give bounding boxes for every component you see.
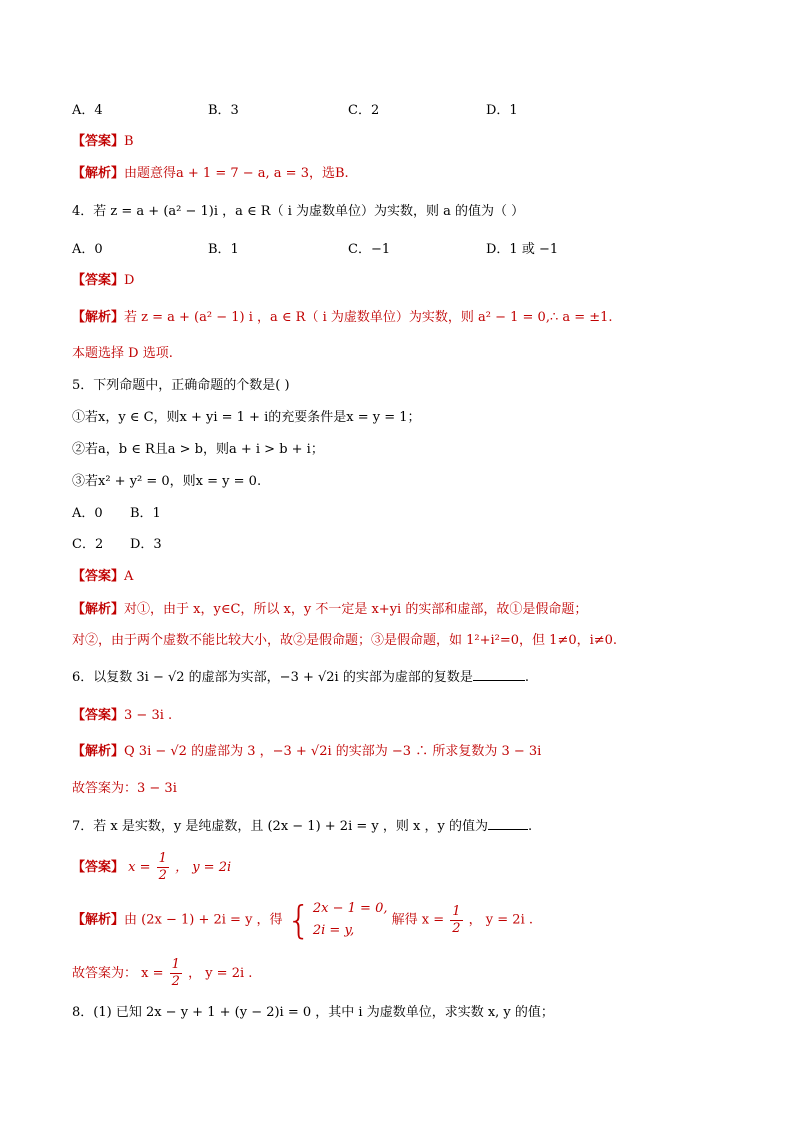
q3-option-a: A．4: [72, 103, 103, 118]
analysis-text: 由题意得a + 1 = 7 − a, a = 3，选B.: [124, 166, 349, 181]
q6-stem-text: 6．以复数 3i − √2 的虚部为实部，−3 + √2i 的实部为虚部的复数是: [72, 670, 473, 685]
fraction-numerator: 1: [452, 903, 461, 919]
q7-conclusion: [72, 956, 252, 992]
q3-option-d: D．1: [486, 103, 518, 118]
q8-stem: 8．(1) 已知 2x − y + 1 + (y − 2)i = 0 ，其中 i 为虚数单位，求实数 x, y 的值；: [72, 1005, 554, 1020]
fraction-denominator: 2: [452, 920, 461, 936]
answer-value: 3 − 3i .: [124, 708, 173, 723]
fraction-denominator: 2: [171, 974, 180, 989]
q4-answer: [72, 271, 134, 291]
answer-blank: [473, 668, 525, 681]
q4-option-c: C．−1: [348, 242, 391, 257]
system-lines: [313, 898, 388, 942]
answer-tag: 【答案】: [72, 708, 125, 723]
q5-option-c: C．2: [72, 537, 104, 552]
equation-system: [287, 898, 388, 942]
fraction: [157, 851, 169, 884]
fraction-denominator: 2: [158, 868, 167, 883]
q5-answer: [72, 567, 133, 587]
fraction: [170, 957, 182, 990]
analysis-post: ， y = 2i .: [468, 912, 533, 928]
q5-analysis-2: 对②，由于两个虚数不能比较大小，故②是假命题；③是假命题，如 1²+i²=0，但 1≠0，i≠0.: [72, 633, 618, 648]
analysis-text: Q 3i − √2 的虚部为 3 ，−3 + √2i 的实部为 −3 ∴ 所求复数为 3 − 3i: [124, 744, 542, 759]
answer-value: D: [124, 273, 135, 288]
q7-analysis: [72, 898, 533, 943]
q6-stem-end: .: [524, 670, 529, 685]
q3-option-b: B．3: [208, 103, 239, 118]
q4-option-d: D．1 或 −1: [486, 242, 559, 257]
left-brace-icon: {: [286, 898, 311, 942]
q6-analysis: [72, 742, 541, 762]
q4-analysis: [72, 308, 613, 328]
fraction-numerator: 1: [171, 957, 180, 972]
answer-value: A: [124, 569, 134, 584]
q7-stem-end: .: [527, 819, 533, 834]
fraction-numerator: 1: [158, 851, 167, 866]
q5-option-a: A．0: [72, 506, 103, 521]
answer-tag: 【答案】: [72, 134, 125, 149]
q4-option-b: B．1: [208, 242, 239, 257]
q5-item-1: ①若x，y ∈ C，则x + yi = 1 + i的充要条件是x = y = 1；: [72, 410, 421, 425]
q7-answer: [72, 850, 231, 886]
q5-option-d: D．3: [130, 537, 162, 552]
answer-y: ， y = 2i: [175, 860, 232, 875]
q4-stem: 4．若 z = a + (a² − 1)i ，a ∈ R（ i 为虚数单位）为实数，则 a 的值为（ ）: [72, 204, 525, 219]
q4-option-a: A．0: [72, 242, 103, 257]
q5-item-2: ②若a，b ∈ R且a > b，则a + i > b + i；: [72, 442, 324, 457]
answer-tag: 【答案】: [72, 569, 125, 584]
analysis-text: 对①，由于 x，y∈C，所以 x，y 不一定是 x+yi 的实部和虚部，故①是假命题；: [124, 602, 588, 617]
analysis-tag: 【解析】: [72, 310, 125, 325]
q3-option-c: C．2: [348, 103, 380, 118]
answer-value: B: [124, 134, 134, 149]
system-line-2: 2i = y,: [312, 923, 355, 938]
answer-x: x =: [128, 860, 151, 875]
analysis-text: 若 z = a + (a² − 1) i ，a ∈ R（ i 为虚数单位）为实数，则 a² − 1 = 0,∴ a = ±1.: [124, 310, 613, 325]
q7-stem: [72, 817, 532, 837]
q5-option-b: B．1: [130, 506, 161, 521]
answer-tag: 【答案】: [72, 860, 125, 875]
q5-stem: 5．下列命题中，正确命题的个数是( ): [72, 378, 290, 393]
q6-stem: [72, 668, 529, 688]
analysis-tag: 【解析】: [72, 166, 125, 181]
conclusion-post: ， y = 2i .: [188, 966, 253, 981]
fraction: [450, 904, 462, 937]
answer-blank: [488, 817, 528, 830]
analysis-pre: 由 (2x − 1) + 2i = y ，得: [124, 912, 283, 928]
q4-note: 本题选择 D 选项.: [72, 346, 173, 361]
q5-item-3: ③若x² + y² = 0，则x = y = 0.: [72, 474, 262, 489]
analysis-tag: 【解析】: [72, 912, 125, 928]
q5-analysis-1: [72, 600, 587, 620]
analysis-tag: 【解析】: [72, 602, 125, 617]
q6-conclusion: 故答案为：3 − 3i: [72, 781, 177, 796]
analysis-tag: 【解析】: [72, 744, 125, 759]
system-line-1: 2x − 1 = 0,: [312, 901, 388, 916]
q3-analysis: [72, 164, 349, 184]
conclusion-pre: 故答案为： x =: [72, 966, 164, 981]
q7-stem-text: 7．若 x 是实数，y 是纯虚数，且 (2x − 1) + 2i = y ，则 x ，y 的值为: [72, 819, 488, 834]
analysis-mid: 解得 x =: [391, 912, 445, 928]
answer-tag: 【答案】: [72, 273, 125, 288]
q3-answer: [72, 132, 134, 152]
q6-answer: [72, 706, 172, 726]
